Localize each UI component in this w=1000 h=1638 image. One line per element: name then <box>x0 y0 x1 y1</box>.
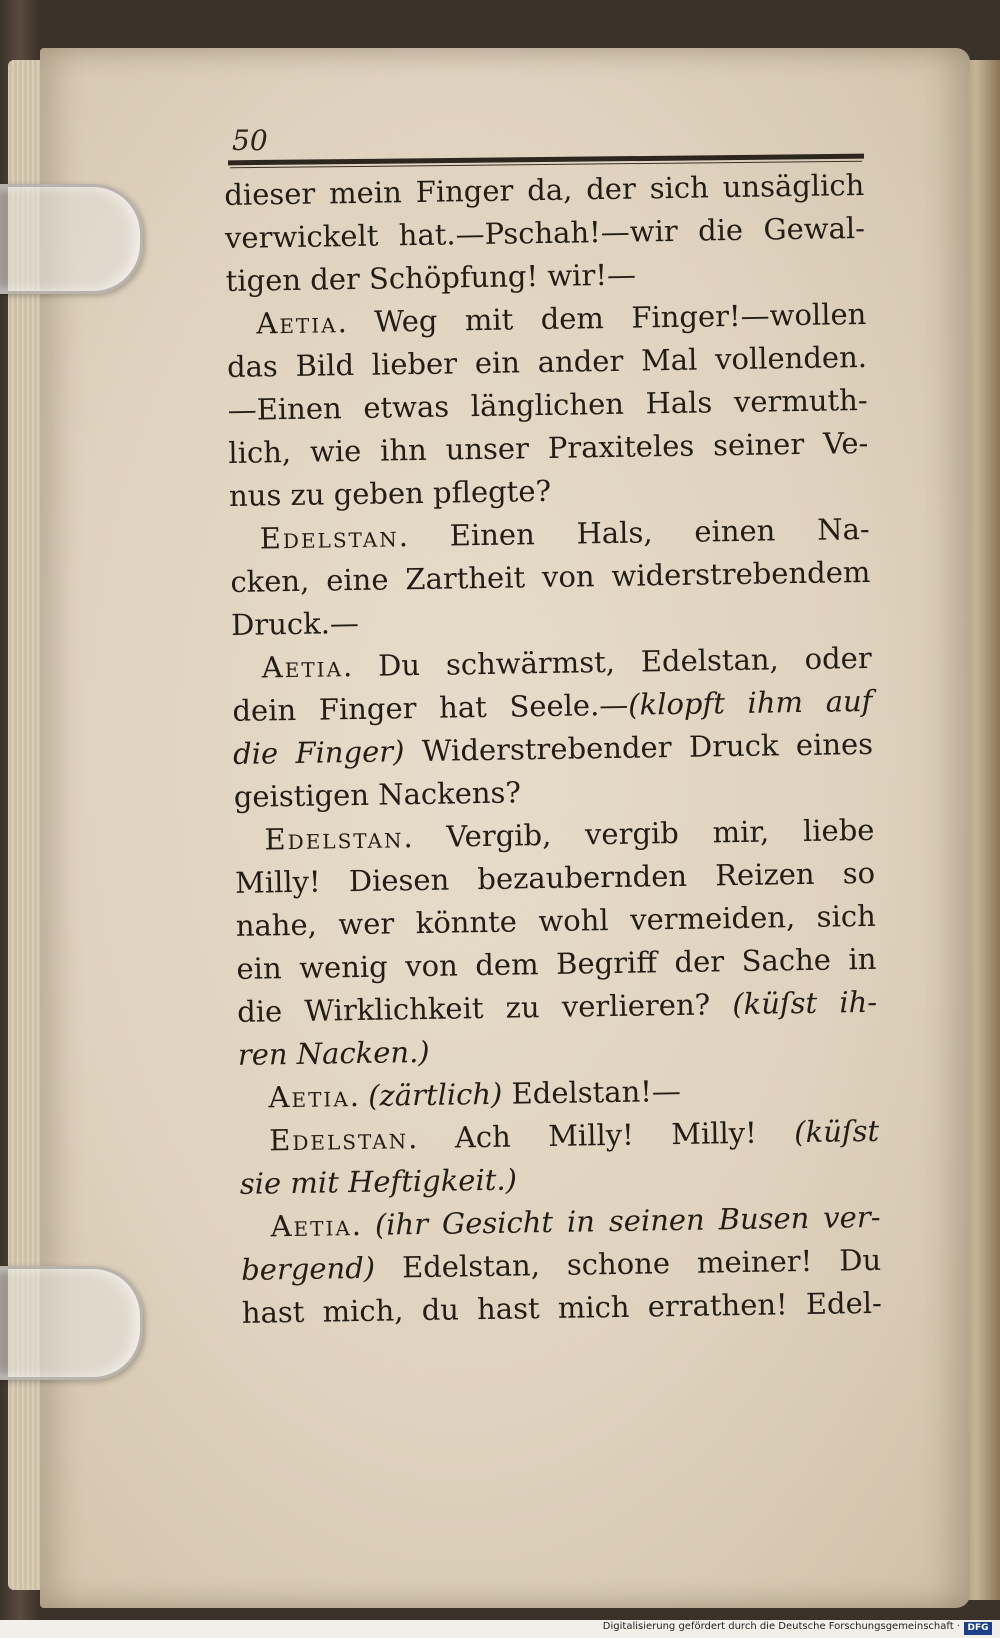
text-segment: . <box>349 1078 369 1114</box>
stage-direction: ren Nacken.) <box>237 1034 430 1072</box>
text-segment: Edelstan, schone meiner! Du <box>374 1242 882 1285</box>
text-segment: . Ach Milly! Milly! <box>407 1115 795 1156</box>
text-segment: verwickelt hat.—Pschah!—wir die Gewal- <box>224 210 866 255</box>
page-text <box>224 164 882 1335</box>
text-segment: nus zu geben pflegte? <box>228 473 552 513</box>
text-segment: lich, wie ihn unser Praxiteles seiner Ve- <box>228 425 869 470</box>
text-segment: hast mich, du hast mich errathen! Edel- <box>241 1285 883 1330</box>
speaker-name: Edelstan <box>259 519 399 556</box>
dfg-logo: DFG <box>964 1622 992 1635</box>
stage-direction: bergend) <box>240 1250 376 1287</box>
text-segment: geistigen Nackens? <box>233 775 522 814</box>
text-segment: cken, eine Zartheit von widerstrebendem <box>230 554 871 599</box>
stage-direction: (ihr Gesicht in seinen Busen ver- <box>374 1199 881 1242</box>
footer-credit: Digitalisierung gefördert durch die Deutsche Forschungsgemeinschaft · <box>602 1621 960 1632</box>
text-segment: dieser mein Finger da, der sich unsäglich <box>224 167 865 212</box>
speaker-name: Edelstan <box>264 820 404 857</box>
text-segment: . Du schwärmst, Edelstan, oder <box>342 640 872 684</box>
page-holder-clip-bottom <box>0 1266 143 1380</box>
speaker-name: Aetia <box>268 1079 351 1115</box>
text-segment: dein Finger hat Seele.— <box>232 687 629 728</box>
text-segment: Milly! Diesen bezaubernden Reizen so <box>234 855 876 900</box>
text-segment: Widerstrebender Druck eines <box>404 726 874 769</box>
stage-direction: (küſst <box>794 1113 880 1150</box>
stage-direction: sie mit Heftigkeit.) <box>239 1162 518 1201</box>
speaker-name: Edelstan <box>268 1121 409 1158</box>
speaker-name: Aetia <box>261 649 344 685</box>
page-holder-clip-top <box>0 184 143 294</box>
text-segment: ein wenig von dem Begriff der Sache in <box>236 941 877 986</box>
text-segment: Druck.— <box>230 605 360 642</box>
page-number: 50 <box>232 124 268 157</box>
text-segment: —Einen etwas länglichen Hals vermuth- <box>227 382 868 427</box>
stage-direction: (klopft ihm auf <box>628 683 873 722</box>
text-segment: . Vergib, vergib mir, liebe <box>403 812 875 855</box>
text-segment: Edelstan!— <box>502 1073 682 1111</box>
text-segment: . Einen Hals, einen Na- <box>398 511 870 554</box>
stage-direction: die Finger) <box>232 734 405 771</box>
speaker-name: Aetia <box>256 305 338 341</box>
text-segment: . Weg mit dem Finger!—wollen <box>337 296 867 340</box>
stage-direction: (küſst ih- <box>732 984 878 1022</box>
stage-direction: (zärtlich) <box>367 1076 503 1113</box>
text-segment: . <box>351 1207 376 1243</box>
text-segment: das Bild lieber ein ander Mal vollenden. <box>226 339 868 384</box>
text-segment: tigen der Schöpfung! wir!— <box>225 257 637 298</box>
text-segment: die Wirklichkeit zu verlieren? <box>236 987 733 1029</box>
text-segment: nahe, wer könnte wohl vermeiden, sich <box>235 898 877 943</box>
speaker-name: Aetia <box>270 1208 353 1244</box>
